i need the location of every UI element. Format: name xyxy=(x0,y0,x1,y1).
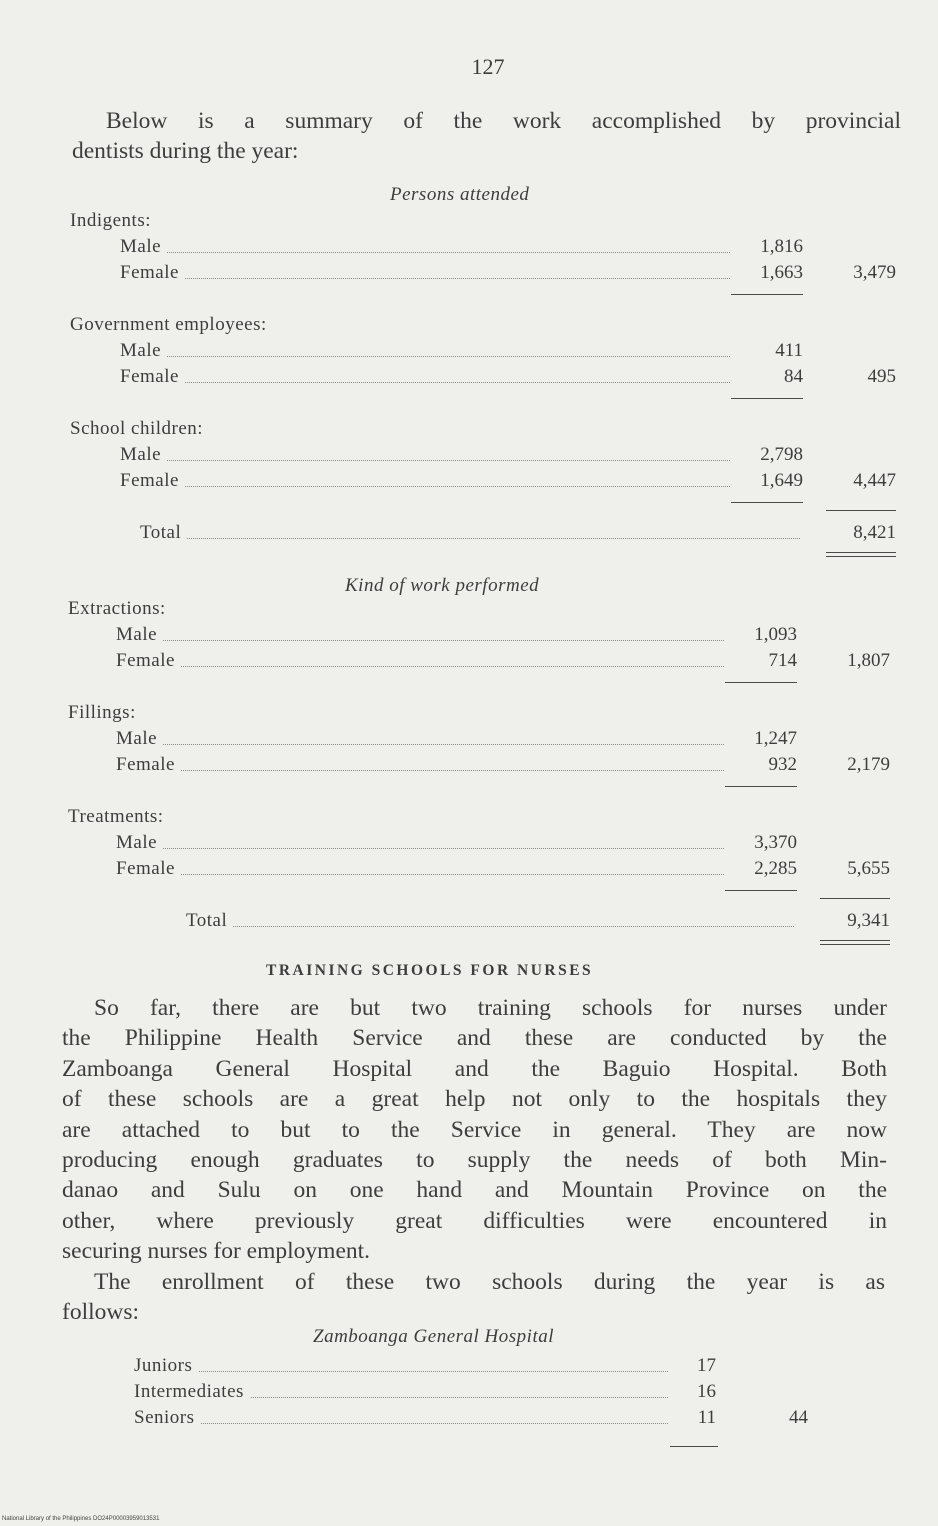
subtotal-rule xyxy=(725,890,797,891)
row-subtotal: 3,479 xyxy=(853,262,896,283)
row-label: Intermediates xyxy=(134,1381,250,1403)
intro-line: dentists during the year: xyxy=(72,138,299,165)
row-value: 16 xyxy=(697,1381,716,1402)
leader-dots xyxy=(116,744,724,745)
row-label: Female xyxy=(116,754,181,776)
footer-credit: National Library of the Philippines DO24P00003959013531 xyxy=(2,1516,160,1522)
training-line: are attached to but to the Service in general. They are now xyxy=(62,1116,887,1143)
training-line: securing nurses for employment. xyxy=(62,1238,371,1265)
row-value: 714 xyxy=(768,650,797,671)
total-row xyxy=(186,910,890,936)
training-line: other, where previously great difficulties were encountered in xyxy=(62,1207,887,1234)
table-row xyxy=(120,470,896,496)
table-row xyxy=(116,832,890,858)
intro-line: Below is a summary of the work accomplished by provincial xyxy=(106,108,901,134)
subtotal-rule xyxy=(731,398,803,399)
group-label: Extractions: xyxy=(68,598,166,619)
row-label: Seniors xyxy=(134,1407,201,1429)
row-subtotal: 1,807 xyxy=(847,650,890,671)
subtotal-rule xyxy=(725,786,797,787)
row-subtotal: 8,421 xyxy=(853,522,896,543)
row-label: Female xyxy=(116,650,181,672)
leader-dots xyxy=(116,640,724,641)
group-label: Treatments: xyxy=(68,806,164,827)
total-rule xyxy=(820,898,890,899)
table-row xyxy=(116,624,890,650)
table-row xyxy=(116,728,890,754)
row-value: 1,816 xyxy=(760,236,803,257)
row-value: 1,247 xyxy=(754,728,797,749)
table-row xyxy=(120,340,896,366)
row-value: 1,663 xyxy=(760,262,803,283)
leader-dots xyxy=(140,538,800,539)
training-line: of these schools are a great help not only to the hospitals they xyxy=(62,1086,887,1113)
leader-dots xyxy=(134,1371,668,1372)
row-value: 2,285 xyxy=(754,858,797,879)
row-value: 411 xyxy=(775,340,803,361)
row-value: 3,370 xyxy=(754,832,797,853)
row-subtotal: 5,655 xyxy=(847,858,890,879)
row-value: 84 xyxy=(784,366,803,387)
section-caption: Persons attended xyxy=(390,184,530,205)
row-value: 932 xyxy=(768,754,797,775)
leader-dots xyxy=(120,356,730,357)
grand-total-double-rule xyxy=(820,940,890,945)
row-value: 17 xyxy=(697,1355,716,1376)
leader-dots xyxy=(120,252,730,253)
table-row xyxy=(120,366,896,392)
row-label: Female xyxy=(120,262,185,284)
row-label: Male xyxy=(120,340,167,362)
row-value: 11 xyxy=(697,1407,716,1428)
group-label: Indigents: xyxy=(70,210,151,231)
subtotal-rule xyxy=(670,1446,718,1447)
grand-total-double-rule xyxy=(826,552,896,557)
table-row xyxy=(120,262,896,288)
row-subtotal: 2,179 xyxy=(847,754,890,775)
row-subtotal: 4,447 xyxy=(853,470,896,491)
leader-dots xyxy=(134,1423,668,1424)
row-subtotal: 44 xyxy=(789,1407,808,1428)
training-paragraph xyxy=(62,993,887,1267)
section-caption: Zamboanga General Hospital xyxy=(313,1326,554,1347)
group-label: Fillings: xyxy=(68,702,136,723)
enrollment-line: The enrollment of these two schools during the year is as xyxy=(94,1269,885,1295)
leader-dots xyxy=(116,848,724,849)
leader-dots xyxy=(186,926,794,927)
enrollment-row xyxy=(134,1407,808,1433)
row-label: Male xyxy=(116,728,163,750)
training-line: the Philippine Health Service and these are conducted by the xyxy=(62,1025,887,1052)
section-caption: Kind of work performed xyxy=(345,575,540,596)
row-label: Female xyxy=(116,858,181,880)
group-label: School children: xyxy=(70,418,204,439)
row-value: 1,649 xyxy=(760,470,803,491)
enrollment-paragraph xyxy=(62,1267,885,1328)
row-subtotal: 9,341 xyxy=(847,910,890,931)
row-label: Female xyxy=(120,470,185,492)
row-subtotal: 495 xyxy=(867,366,896,387)
enrollment-line: follows: xyxy=(62,1299,140,1326)
table-row xyxy=(120,236,896,262)
training-line: So far, there are but two training schools for nurses under xyxy=(94,995,887,1021)
leader-dots xyxy=(120,278,730,279)
table-row xyxy=(116,858,890,884)
training-line: Zamboanga General Hospital and the Baguio Hospital. Both xyxy=(62,1055,887,1082)
row-label: Total xyxy=(140,522,187,544)
row-value: 1,093 xyxy=(754,624,797,645)
subtotal-rule xyxy=(731,294,803,295)
row-label: Male xyxy=(120,444,167,466)
row-label: Total xyxy=(186,910,233,932)
intro-paragraph xyxy=(72,106,901,167)
row-value: 2,798 xyxy=(760,444,803,465)
training-schools-heading: TRAINING SCHOOLS FOR NURSES xyxy=(266,962,594,979)
leader-dots xyxy=(120,486,730,487)
subtotal-rule xyxy=(731,502,803,503)
page-number: 127 xyxy=(471,54,505,79)
row-label: Male xyxy=(120,236,167,258)
enrollment-row xyxy=(134,1381,808,1407)
training-line: producing enough graduates to supply the needs of both Min- xyxy=(62,1147,887,1174)
row-label: Male xyxy=(116,832,163,854)
training-line: danao and Sulu on one hand and Mountain Province on the xyxy=(62,1177,887,1204)
row-label: Juniors xyxy=(134,1355,198,1377)
table-row xyxy=(120,444,896,470)
leader-dots xyxy=(116,770,724,771)
subtotal-rule xyxy=(725,682,797,683)
leader-dots xyxy=(116,666,724,667)
group-label: Government employees: xyxy=(70,314,267,335)
leader-dots xyxy=(120,460,730,461)
table-row xyxy=(116,650,890,676)
enrollment-row xyxy=(134,1355,808,1381)
table-row xyxy=(116,754,890,780)
total-row xyxy=(140,522,896,548)
row-label: Female xyxy=(120,366,185,388)
leader-dots xyxy=(116,874,724,875)
row-label: Male xyxy=(116,624,163,646)
total-rule xyxy=(826,510,896,511)
leader-dots xyxy=(120,382,730,383)
